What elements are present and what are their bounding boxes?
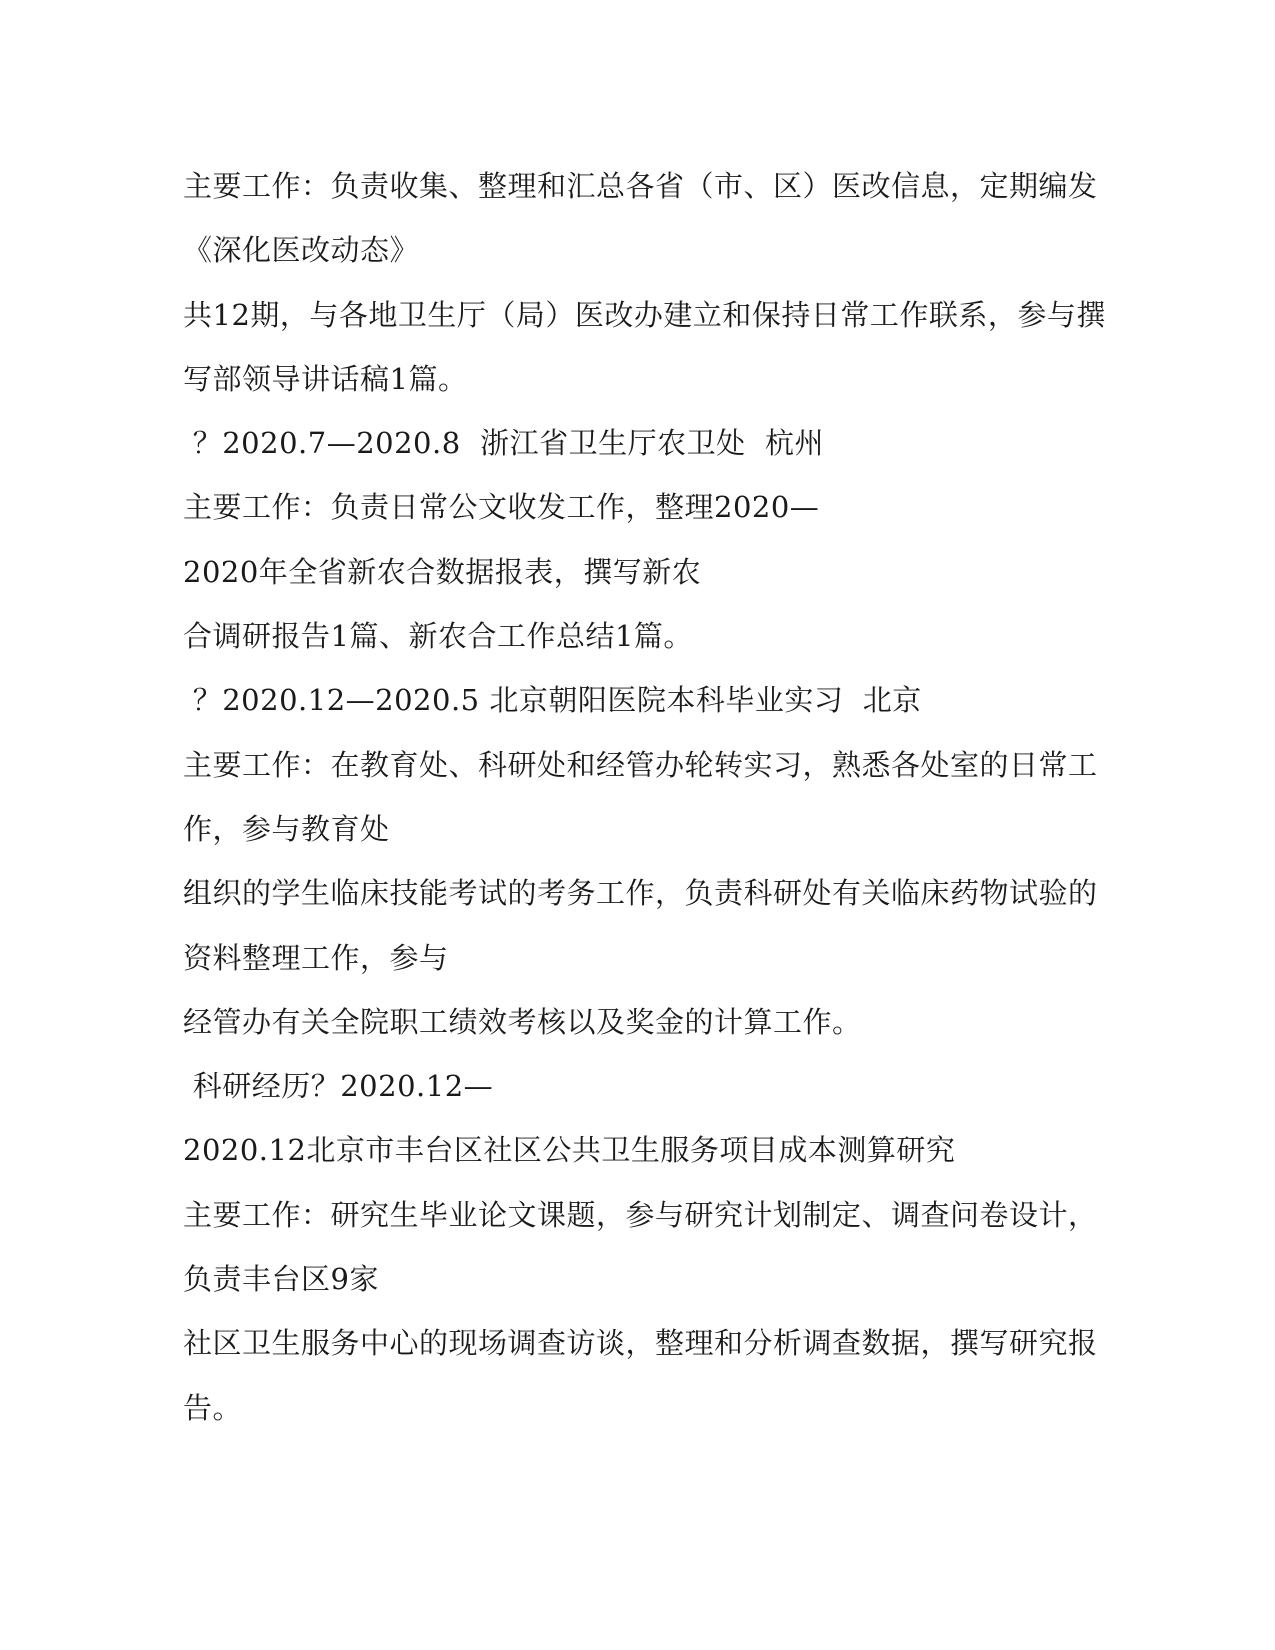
text-line: 写部领导讲话稿1篇。 xyxy=(183,361,468,396)
text-line: 合调研报告1篇、新农合工作总结1篇。 xyxy=(183,619,693,654)
text-line: 组织的学生临床技能考试的考务工作，负责科研处有关临床药物试验的 xyxy=(183,876,1098,911)
text-line: 共12期，与各地卫生厅（局）医改办建立和保持日常工作联系，参与撰 xyxy=(183,297,1106,332)
text-line: 社区卫生服务中心的现场调查访谈，整理和分析调查数据，撰写研究报 xyxy=(183,1326,1098,1361)
text-line: 作，参与教育处 xyxy=(183,811,390,846)
entry-heading: ？2020.7—2020.8 浙江省卫生厅农卫处 杭州 xyxy=(183,426,825,461)
text-line: 主要工作：负责收集、整理和汇总各省（市、区）医改信息，定期编发 xyxy=(183,169,1098,203)
text-line: 主要工作：在教育处、科研处和经管办轮转实习，熟悉各处室的日常工 xyxy=(183,747,1098,782)
text-line: 2020.12北京市丰台区社区公共卫生服务项目成本测算研究 xyxy=(183,1133,956,1168)
entry-heading: ？2020.12—2020.5 北京朝阳医院本科毕业实习 北京 xyxy=(183,683,922,718)
text-line: 资料整理工作，参与 xyxy=(183,940,449,975)
text-line: 2020年全省新农合数据报表，撰写新农 xyxy=(183,554,702,589)
text-line: 负责丰台区9家 xyxy=(183,1262,379,1297)
text-line: 《深化医改动态》 xyxy=(183,233,420,268)
section-heading: 科研经历？2020.12— xyxy=(183,1069,494,1104)
text-line: 主要工作：负责日常公文收发工作，整理2020— xyxy=(183,490,820,525)
text-line: 告。 xyxy=(183,1390,243,1425)
document-body xyxy=(183,154,1106,1440)
text-line: 经管办有关全院职工绩效考核以及奖金的计算工作。 xyxy=(183,1004,862,1039)
text-line: 主要工作：研究生毕业论文课题，参与研究计划制定、调查问卷设计， xyxy=(183,1197,1098,1232)
